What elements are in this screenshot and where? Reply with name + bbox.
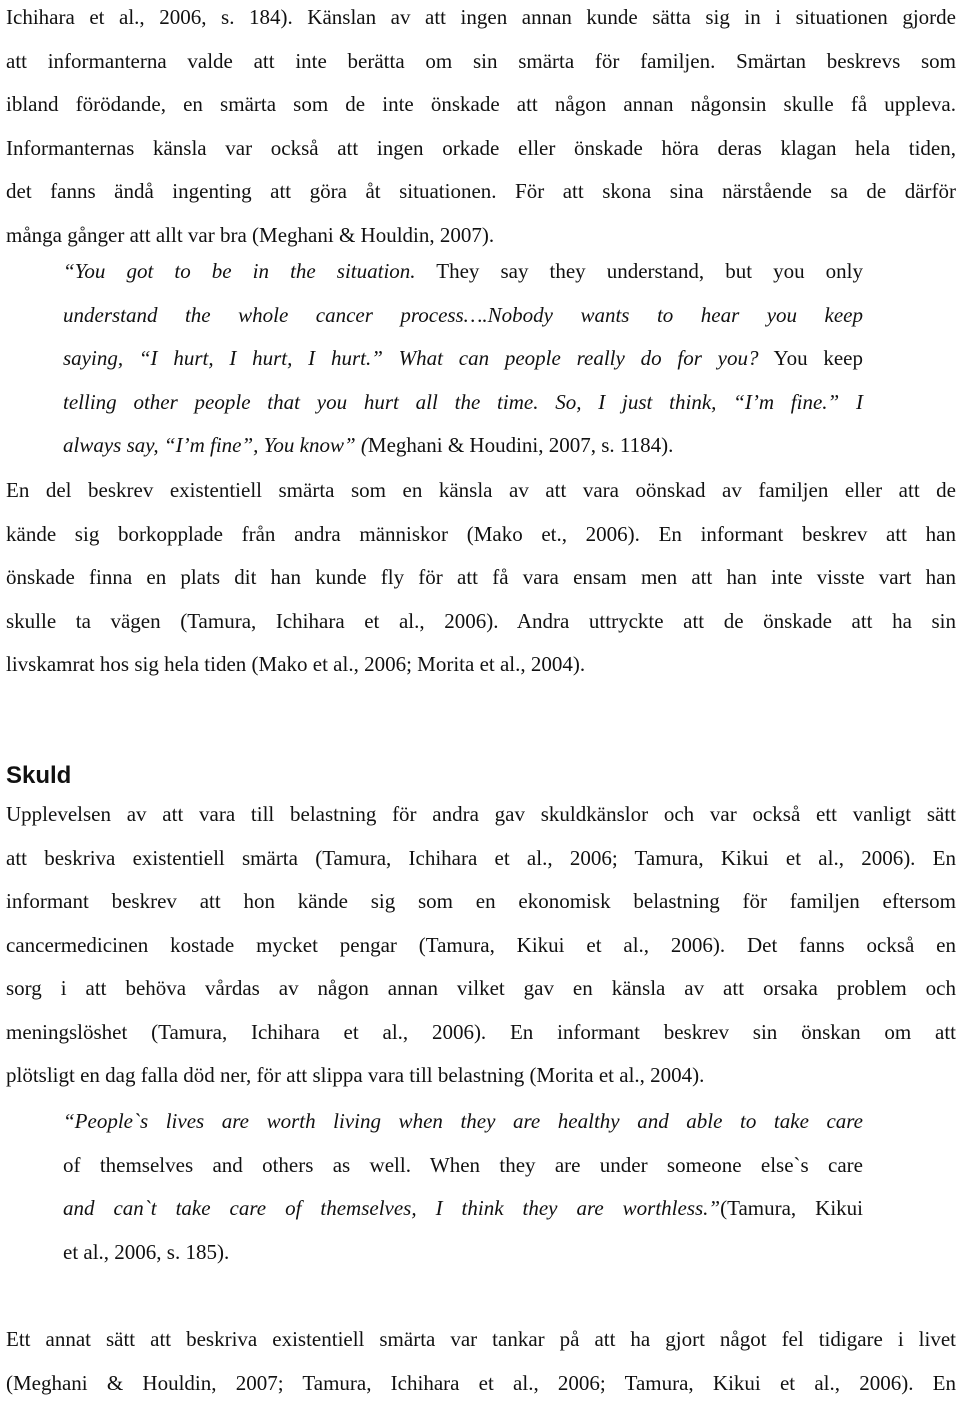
text-line: cancermedicinen kostade mycket pengar (Tamura, Kikui et al., 2006). Det fanns också en xyxy=(6,924,956,968)
text-line: Upplevelsen av att vara till belastning för andra gav skuldkänslor och var också ett vanligt sätt xyxy=(6,793,956,837)
text-line: ibland förödande, en smärta som de inte önskade att någon annan någonsin skulle få uppleva. xyxy=(6,83,956,127)
quote-line: of themselves and others as well. When they are under someone else`s care xyxy=(63,1144,863,1188)
quote-line: telling other people that you hurt all the time. So, I just think, “I’m fine.” I xyxy=(63,381,863,425)
section-heading-skuld: Skuld xyxy=(6,760,71,792)
text-line: meningslöshet (Tamura, Ichihara et al., 2006). En informant beskrev sin önskan om att xyxy=(6,1011,956,1055)
text-line: det fanns ändå ingenting att göra åt situationen. För att skona sina närstående sa de därför xyxy=(6,170,956,214)
quote-tamura xyxy=(63,1100,863,1274)
quote-line: understand the whole cancer process….Nobody wants to hear you keep xyxy=(63,294,863,338)
text-line: informant beskrev att hon kände sig som en ekonomisk belastning för familjen eftersom xyxy=(6,880,956,924)
text-line: (Meghani & Houldin, 2007; Tamura, Ichihara et al., 2006; Tamura, Kikui et al., 2006). En xyxy=(6,1362,956,1405)
quote-line: “People`s lives are worth living when they are healthy and able to take care xyxy=(63,1100,863,1144)
quote-text: You keep xyxy=(759,346,864,370)
text-line: En del beskrev existentiell smärta som en känsla av att vara oönskad av familjen eller att de xyxy=(6,469,956,513)
paragraph-wrongdoing xyxy=(6,1318,956,1405)
text-line: Ett annat sätt att beskriva existentiell smärta var tankar på att ha gjort något fel tidigare i livet xyxy=(6,1318,956,1362)
quote-line xyxy=(63,424,863,468)
quote-line xyxy=(63,1187,863,1231)
text-line: kände sig borkopplade från andra människor (Mako et., 2006). En informant beskrev att han xyxy=(6,513,956,557)
text-line: skulle ta vägen (Tamura, Ichihara et al., 2006). Andra uttryckte att de önskade att ha sin xyxy=(6,600,956,644)
quote-italic-text: saying, “I hurt, I hurt, I hurt.” What can people really do for you? xyxy=(63,346,759,370)
quote-citation: (Tamura, Kikui xyxy=(720,1196,863,1220)
text-line: många gånger att allt var bra (Meghani & Houldin, 2007). xyxy=(6,214,956,258)
text-line: önskade finna en plats dit han kunde fly för att få vara ensam men att han inte visste vart han xyxy=(6,556,956,600)
text-line: Ichihara et al., 2006, s. 184). Känslan av att ingen annan kunde sätta sig in i situationen gjorde xyxy=(6,0,956,40)
quote-line: et al., 2006, s. 185). xyxy=(63,1231,863,1275)
paragraph-guilt xyxy=(6,793,956,1098)
text-line: livskamrat hos sig hela tiden (Mako et al., 2006; Morita et al., 2004). xyxy=(6,643,956,687)
text-line: att beskriva existentiell smärta (Tamura, Ichihara et al., 2006; Tamura, Kikui et al., 2006). En xyxy=(6,837,956,881)
quote-italic-text: “You got to be in the situation. xyxy=(63,259,416,283)
quote-italic-text: and can`t take care of themselves, I think they are worthless.” xyxy=(63,1196,720,1220)
text-line: Informanternas känsla var också att ingen orkade eller önskade höra deras klagan hela tiden, xyxy=(6,127,956,171)
text-line: plötsligt en dag falla död ner, för att slippa vara till belastning (Morita et al., 2004). xyxy=(6,1054,956,1098)
quote-line xyxy=(63,250,863,294)
quote-italic-text: always say, “I’m fine”, You know” ( xyxy=(63,433,368,457)
quote-text: They say they understand, but you only xyxy=(416,259,863,283)
paragraph-pain-family xyxy=(6,0,956,257)
quote-meghani xyxy=(63,250,863,468)
quote-citation: Meghani & Houdini, 2007, s. 1184). xyxy=(368,433,673,457)
text-line: sorg i att behöva vårdas av någon annan vilket gav en känsla av att orsaka problem och xyxy=(6,967,956,1011)
paragraph-unwanted xyxy=(6,469,956,687)
text-line: att informanterna valde att inte berätta om sin smärta för familjen. Smärtan beskrevs som xyxy=(6,40,956,84)
quote-line xyxy=(63,337,863,381)
